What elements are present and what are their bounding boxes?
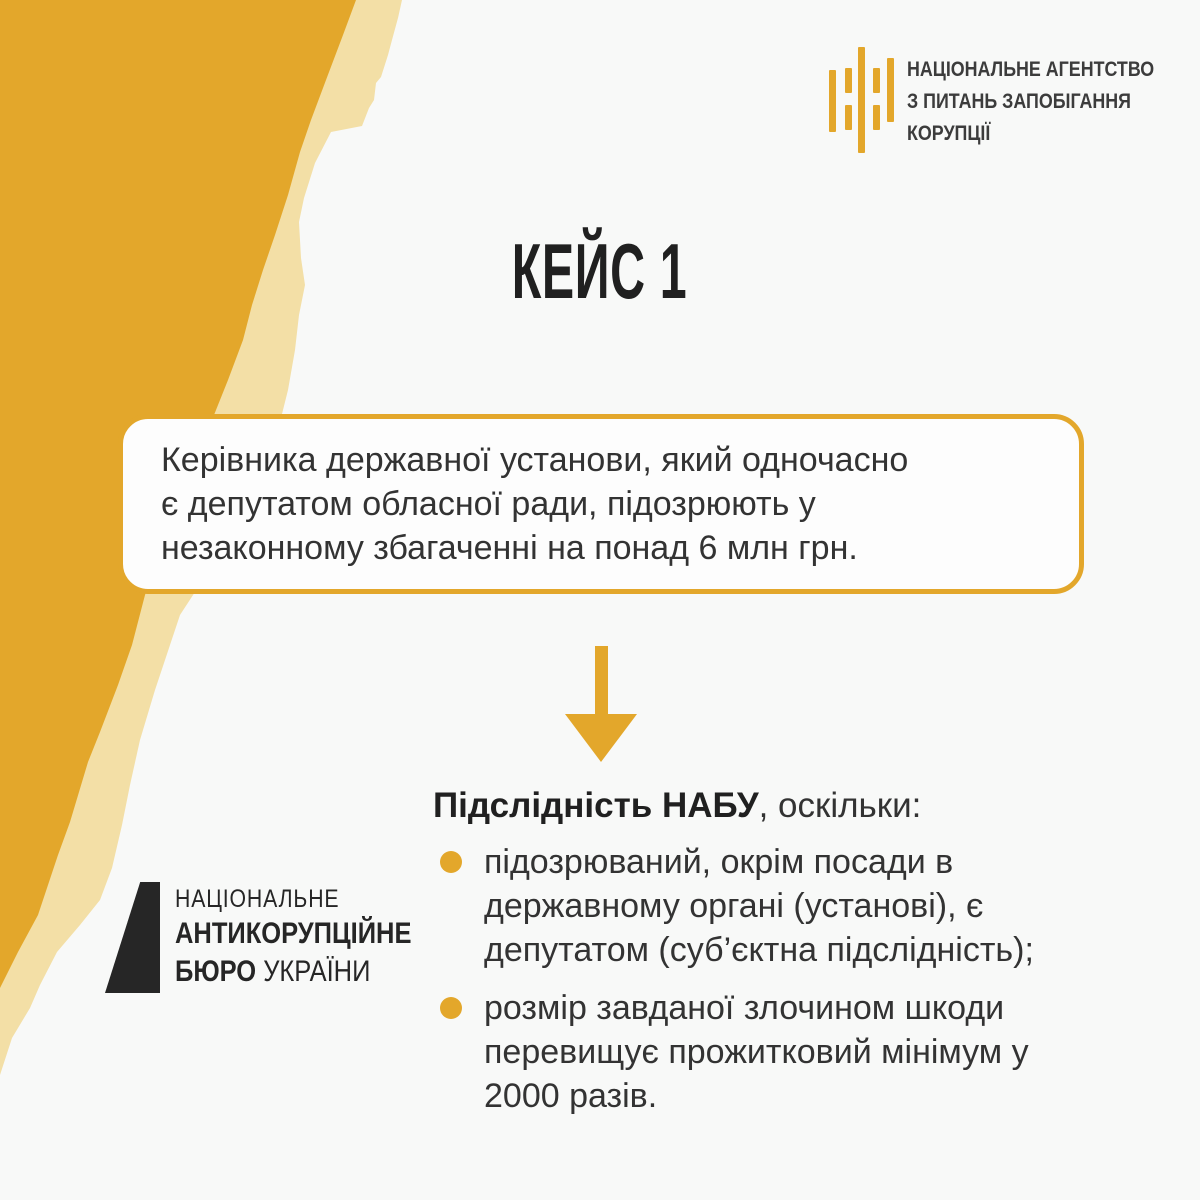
jurisdiction-heading-rest: , оскільки: — [758, 786, 922, 825]
jurisdiction-heading — [433, 786, 1113, 826]
page-title: КЕЙС 1 — [512, 227, 688, 315]
bullet-2-line-1: розмір завданої злочином шкоди — [484, 989, 1005, 1027]
bullet-1-line-3: депутатом (суб’єктна підслідність); — [484, 931, 1034, 969]
title-wrap — [0, 227, 1200, 315]
bullet-text-1 — [484, 840, 1034, 972]
nabu-logo-line-3-bold: БЮРО — [175, 955, 257, 988]
bullet-2-line-3: 2000 разів. — [484, 1077, 658, 1115]
case-description-box — [118, 414, 1084, 594]
bullet-item-1 — [433, 840, 1113, 972]
nabu-wedge-icon — [105, 882, 160, 993]
case-text-line-3: незаконному збагаченні на понад 6 млн грн. — [161, 529, 858, 567]
bullet-dot-icon — [440, 997, 462, 1019]
bullet-1-line-2: державному органі (установі), є — [484, 887, 984, 925]
bullet-text-2 — [484, 986, 1029, 1118]
nazk-logo-text — [907, 47, 1154, 153]
nabu-logo — [105, 882, 453, 993]
nazk-logo — [829, 47, 1198, 153]
case-text-line-1: Керівника державної установи, який одночасно — [161, 441, 909, 479]
arrow-head — [565, 714, 637, 762]
nabu-logo-line-1: НАЦІОНАЛЬНЕ — [175, 885, 340, 913]
nabu-logo-line-3-rest: УКРАЇНИ — [256, 955, 371, 988]
arrow-stem — [595, 646, 608, 714]
case-text-line-2: є депутатом обласної ради, підозрюють у — [161, 485, 816, 523]
nazk-trident-icon — [829, 47, 895, 153]
bullet-1-line-1: підозрюваний, окрім посади в — [484, 843, 954, 881]
jurisdiction-section — [433, 786, 1113, 1118]
nazk-logo-line-2: З ПИТАНЬ ЗАПОБІГАННЯ — [907, 90, 1131, 113]
bullet-2-line-2: перевищує прожитковий мінімум у — [484, 1033, 1029, 1071]
bullet-dot-icon — [440, 851, 462, 873]
nazk-logo-line-1: НАЦІОНАЛЬНЕ АГЕНТСТВО — [907, 58, 1155, 81]
bullet-item-2 — [433, 986, 1113, 1118]
nabu-logo-text — [175, 882, 453, 993]
down-arrow-icon — [556, 646, 646, 760]
nazk-logo-line-3: КОРУПЦІЇ — [907, 122, 991, 145]
nabu-logo-line-2: АНТИКОРУПЦІЙНЕ — [175, 917, 412, 950]
nabu-logo-line-3 — [175, 953, 411, 991]
jurisdiction-heading-bold: Підслідність НАБУ — [433, 786, 759, 825]
